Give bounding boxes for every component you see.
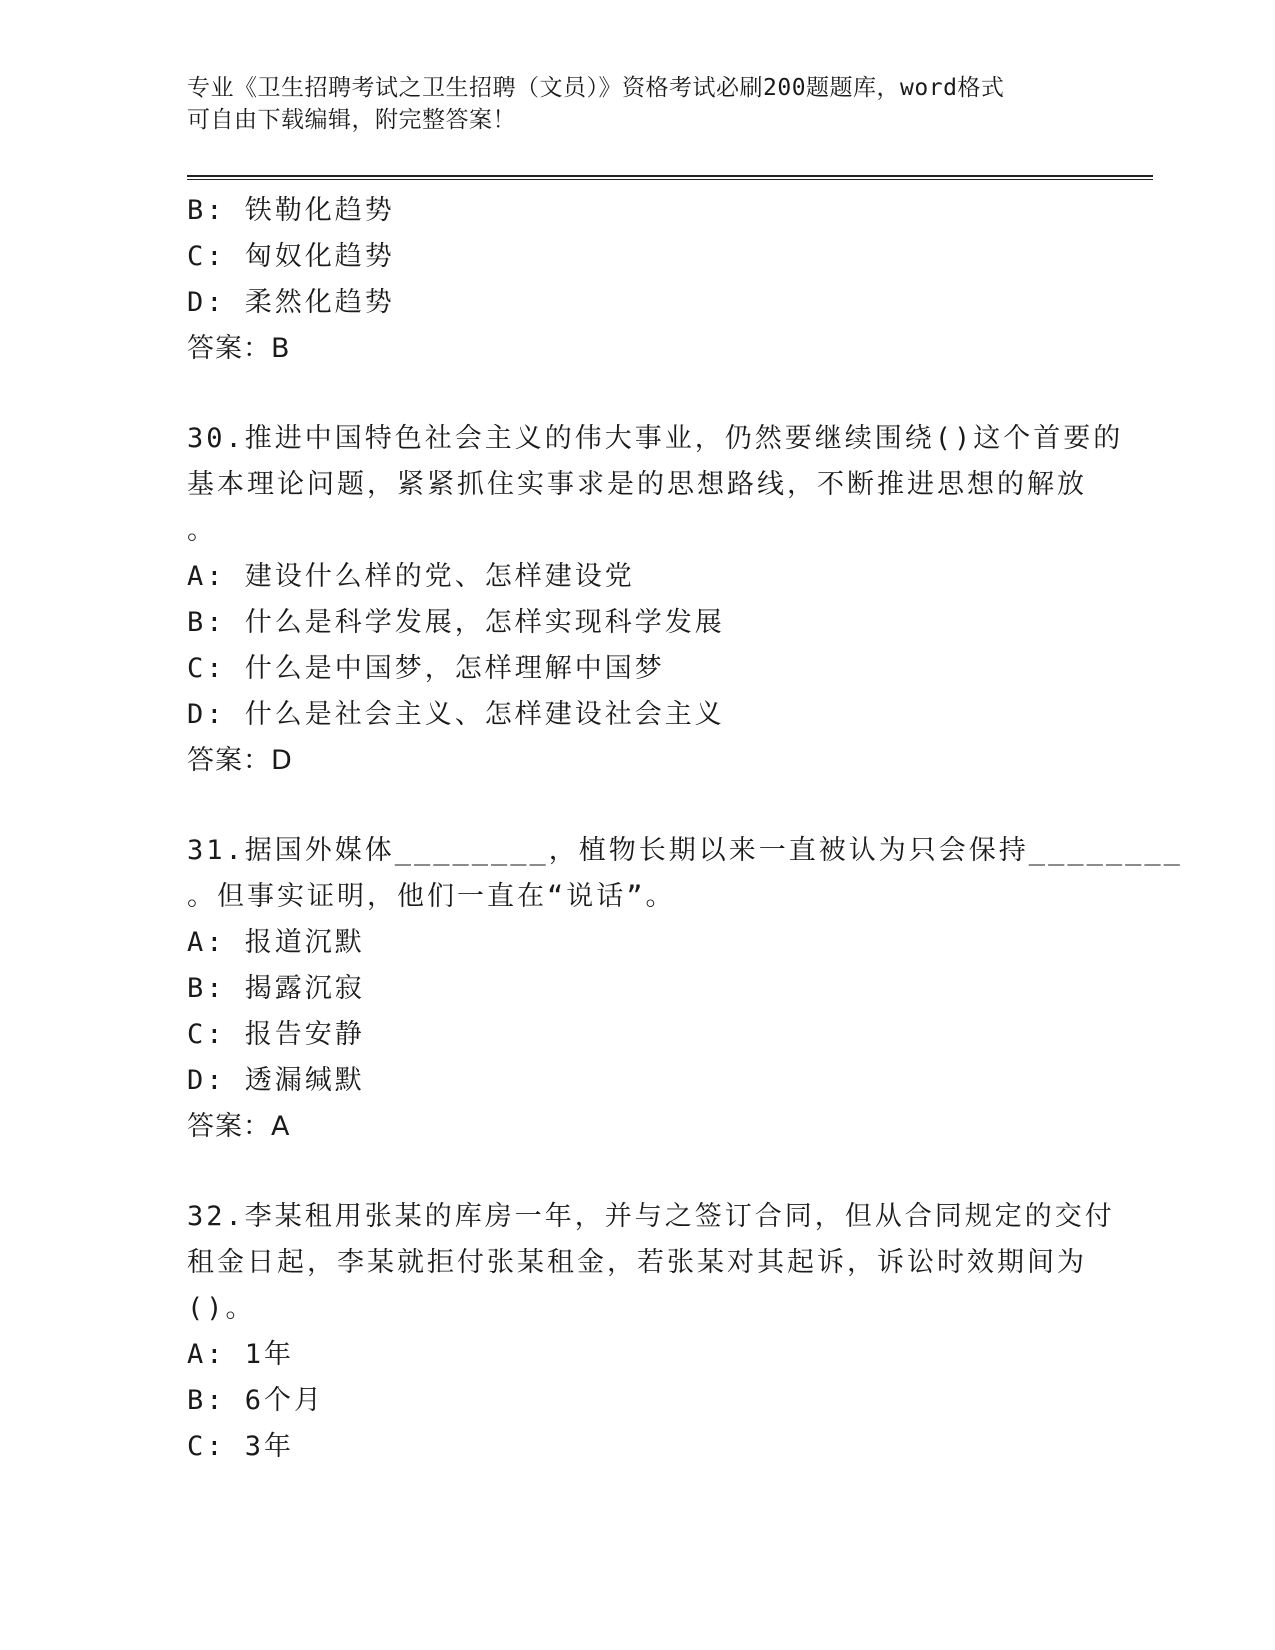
header-divider xyxy=(187,175,1153,180)
question-block-prev xyxy=(187,188,1077,372)
option-b: B: 揭露沉寂 xyxy=(187,973,365,1004)
question-stem-line: 租金日起，李某就拒付张某租金，若张某对其起诉，诉讼时效期间为 xyxy=(187,1247,1087,1278)
question-stem-line: 。但事实证明，他们一直在“说话”。 xyxy=(187,881,676,912)
header-title-line-1: 专业《卫生招聘考试之卫生招聘（文员）》资格考试必刷200题题库，word格式 xyxy=(187,75,1005,101)
spacer xyxy=(187,372,1077,416)
page-header xyxy=(187,72,1067,136)
question-block-30 xyxy=(187,416,1124,784)
header-title-line-2: 可自由下载编辑，附完整答案！ xyxy=(187,107,516,133)
spacer xyxy=(187,1150,1077,1194)
answer-line: 答案：A xyxy=(187,1111,291,1142)
option-d: D: 透漏缄默 xyxy=(187,1065,365,1096)
option-b: B: 6个月 xyxy=(187,1385,325,1416)
option-c: C: 什么是中国梦，怎样理解中国梦 xyxy=(187,653,665,684)
option-a: A: 建设什么样的党、怎样建设党 xyxy=(187,561,635,592)
question-stem-line: 。 xyxy=(187,515,217,546)
question-stem-line: ()。 xyxy=(187,1293,256,1324)
option-d: D: 柔然化趋势 xyxy=(187,287,395,318)
option-c: C: 3年 xyxy=(187,1431,295,1462)
answer-line: 答案：D xyxy=(187,745,293,776)
document-body xyxy=(187,188,1183,1470)
question-stem-line: 32.李某租用张某的库房一年，并与之签订合同，但从合同规定的交付 xyxy=(187,1201,1115,1232)
option-c: C: 报告安静 xyxy=(187,1019,365,1050)
spacer xyxy=(187,784,1077,828)
option-b: B: 什么是科学发展，怎样实现科学发展 xyxy=(187,607,725,638)
option-c: C: 匈奴化趋势 xyxy=(187,241,395,272)
question-block-31 xyxy=(187,828,1183,1150)
option-d: D: 什么是社会主义、怎样建设社会主义 xyxy=(187,699,725,730)
question-stem-line: 基本理论问题，紧紧抓住实事求是的思想路线，不断推进思想的解放 xyxy=(187,469,1087,500)
question-stem-line: 30.推进中国特色社会主义的伟大事业，仍然要继续围绕()这个首要的 xyxy=(187,423,1124,454)
option-b: B: 铁勒化趋势 xyxy=(187,195,395,226)
option-a: A: 报道沉默 xyxy=(187,927,365,958)
question-stem-line: 31.据国外媒体________，植物长期以来一直被认为只会保持________ xyxy=(187,835,1183,866)
answer-line: 答案：B xyxy=(187,333,291,364)
option-a: A: 1年 xyxy=(187,1339,295,1370)
question-block-32 xyxy=(187,1194,1115,1470)
